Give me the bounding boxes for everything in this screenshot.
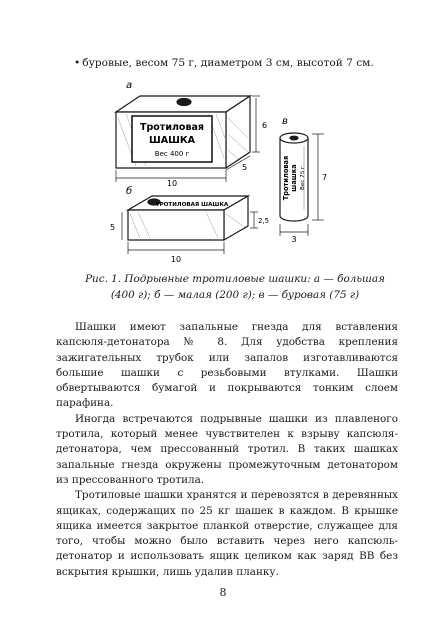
cylinder-dim-diam: 3 [291, 235, 297, 244]
figure-label-a: а [126, 80, 133, 91]
block-a-dim-length: 10 [166, 179, 178, 188]
cylinder-text-3: Вес 75 г [300, 166, 306, 190]
cylinder-text-2: шашка [290, 164, 298, 192]
body-text [56, 320, 398, 580]
cylinder-dim-height: 7 [322, 173, 328, 182]
paragraph-2: Иногда встречаются подрывные шашки из плавленого тротила, который менее чувствителен к взрыву капсюля-детонатора, чем прессованный тротил. В таких шашках запальные гнезда окружены промежуточным детонатором из прессованного тротила. [56, 412, 398, 486]
page-number: 8 [219, 586, 227, 599]
figure-demolition-blocks [96, 78, 356, 268]
block-b-dim-height: 2,5 [258, 217, 270, 225]
block-a-title-2: ШАШКА [149, 135, 195, 146]
paragraph-1: Шашки имеют запальные гнезда для вставления капсюля-детонатора № 8. Для удобства крепления зажигательных трубок или запалов изготавливаются большие шашки с резьбовыми втулками. Шашки обвертываются бумагой и покрываются тонким слоем парафина. [56, 321, 398, 410]
figure-caption: Рис. 1. Подрывные тротиловые шашки: а — большая (400 г); б — малая (200 г); в — буровая (75 г) [85, 273, 385, 301]
block-a-weight: Вес 400 г [154, 150, 190, 158]
block-a-title-1: Тротиловая [140, 122, 204, 133]
block-a-dim-depth: 6 [262, 121, 268, 130]
block-a-dim-side: 5 [242, 163, 248, 172]
figure-label-b: б [126, 186, 133, 197]
cylinder-text-1: Тротиловая [282, 155, 290, 201]
bullet: • [74, 57, 81, 69]
intro-text: буровые, весом 75 г, диаметром 3 см, высотой 7 см. [82, 57, 374, 69]
block-b-dim-depth: 5 [110, 223, 116, 232]
paragraph-3: Тротиловые шашки хранятся и перевозятся в деревянных ящиках, содержащих по 25 кг шашек в каждом. В крышке ящика имеется закрытое планкой отверстие, служащее для того, чтобы можно было вставить через него капсюль-детонатор и использовать ящик целиком как заряд ВВ без вскрытия крышки, лишь удалив планку. [56, 489, 398, 578]
block-b-text: ТРОТИЛОВАЯ ШАШКА [155, 202, 229, 208]
intro-line [74, 56, 404, 70]
block-b-dim-length: 10 [170, 255, 182, 264]
figure-label-v: в [282, 116, 288, 127]
